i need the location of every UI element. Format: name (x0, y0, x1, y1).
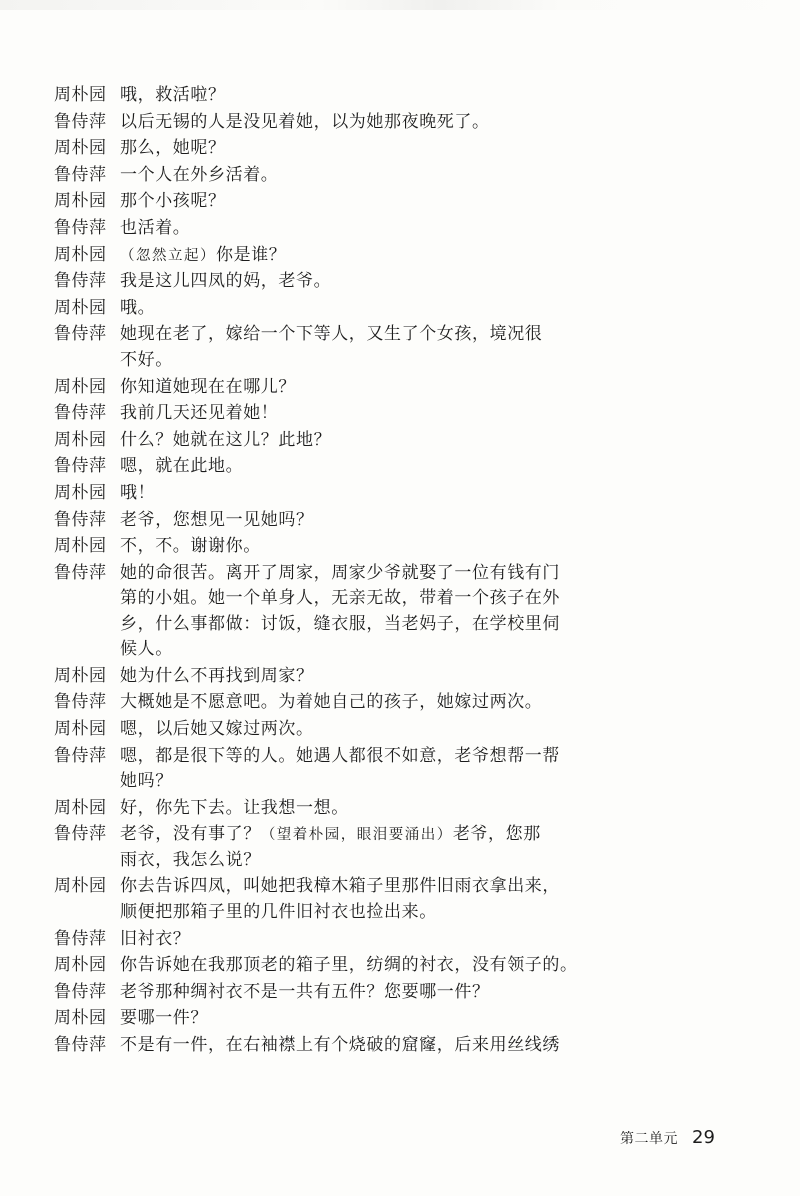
spoken-text: 她吗？ (120, 771, 173, 792)
dialogue-line (0, 162, 800, 189)
spoken-text: 一个人在外乡活着。 (120, 164, 279, 185)
page-footer (620, 1127, 715, 1148)
dialogue-line (0, 295, 800, 322)
dialogue-text (120, 321, 560, 348)
dialogue-line (0, 689, 800, 716)
speaker-name: 鲁侍萍 (54, 164, 107, 185)
dialogue-text (120, 268, 560, 295)
dialogue-line (0, 188, 800, 215)
dialogue-text (120, 585, 560, 612)
speaker-name: 周朴园 (54, 191, 107, 212)
spoken-text: 不是有一件，在右袖襟上有个烧破的窟窿，后来用丝线绣 (120, 1034, 560, 1055)
speaker-name: 鲁侍萍 (54, 745, 107, 766)
speaker-name: 鲁侍萍 (54, 692, 107, 713)
spoken-text: 要哪一件？ (120, 1008, 208, 1029)
dialogue-line (0, 873, 800, 900)
dialogue-text (120, 135, 560, 162)
spoken-text: 也活着。 (120, 218, 191, 238)
speaker-name: 周朴园 (54, 482, 107, 503)
spoken-text: 你是谁？ (216, 244, 287, 265)
dialogue-line (0, 215, 800, 242)
spoken-text: 嗯，都是很下等的人。她遇人都很不如意，老爷想帮一帮 (120, 745, 560, 766)
dialogue-line (0, 743, 800, 770)
spoken-text: 不，不。谢谢你。 (120, 536, 261, 557)
speaker-name: 周朴园 (54, 1008, 107, 1029)
dialogue-line (0, 716, 800, 743)
stage-direction: （望着朴园，眼泪要涌出） (260, 827, 453, 844)
spoken-text: 那么，她呢？ (120, 138, 226, 159)
dialogue-line (0, 321, 800, 348)
dialogue-text (120, 952, 578, 979)
dialogue-line (0, 1032, 800, 1059)
dialogue-continuation (0, 611, 800, 638)
dialogue-text (120, 716, 560, 743)
dialogue-line (0, 242, 800, 269)
dialogue-text (120, 873, 560, 900)
page-number: 29 (692, 1127, 715, 1148)
speaker-name: 鲁侍萍 (54, 562, 107, 583)
dialogue-line (0, 560, 800, 587)
dialogue-text (120, 795, 560, 822)
spoken-text: 候人。 (120, 639, 173, 660)
dialogue-line (0, 821, 800, 848)
dialogue-text (120, 507, 560, 534)
dialogue-continuation (0, 347, 800, 374)
spoken-text: 那个小孩呢？ (120, 191, 226, 212)
dialogue-line (0, 1005, 800, 1032)
spoken-text: 顺便把那箱子里的几件旧衬衣也捡出来。 (120, 901, 437, 922)
page-top-edge (0, 0, 800, 10)
speaker-name: 周朴园 (54, 138, 107, 159)
spoken-text: 雨衣，我怎么说？ (120, 849, 261, 870)
dialogue-text (120, 82, 560, 109)
dialogue-line (0, 663, 800, 690)
dialogue-line (0, 952, 800, 979)
spoken-text: 老爷，您那 (452, 824, 541, 845)
speaker-name: 鲁侍萍 (54, 981, 107, 1002)
spoken-text: 老爷，您想见一见她吗？ (120, 509, 314, 530)
dialogue-text (120, 1005, 560, 1032)
spoken-text: 你告诉她在我那顶老的箱子里，纺绸的衬衣，没有领子的。 (120, 955, 578, 976)
spoken-text: 她为什么不再找到周家？ (120, 665, 314, 686)
spoken-text: 第的小姐。她一个单身人，无亲无故，带着一个孩子在外 (120, 588, 560, 609)
dialogue-text (120, 560, 560, 587)
dialogue-text (120, 453, 560, 480)
spoken-text: 大概她是不愿意吧。为着她自己的孩子，她嫁过两次。 (120, 692, 543, 713)
spoken-text: 哦。 (120, 297, 156, 318)
spoken-text: 她的命很苦。离开了周家，周家少爷就娶了一位有钱有门 (120, 562, 560, 583)
dialogue-text (120, 533, 560, 560)
spoken-text: 哦！ (120, 482, 156, 503)
dialogue-line (0, 427, 800, 454)
dialogue-line (0, 480, 800, 507)
speaker-name: 鲁侍萍 (54, 928, 107, 949)
unit-label: 第二单元 (620, 1131, 678, 1147)
dialogue-text (120, 215, 560, 242)
speaker-name: 周朴园 (54, 719, 107, 739)
dialogue-text (120, 400, 560, 427)
spoken-text: 我是这儿四凤的妈，老爷。 (120, 271, 332, 292)
dialogue-text (120, 636, 560, 663)
spoken-text: 我前几天还见着她！ (120, 403, 279, 424)
speaker-name: 鲁侍萍 (54, 824, 107, 845)
dialogue-line (0, 268, 800, 295)
dialogue-text (120, 821, 560, 849)
dialogue-continuation (0, 636, 800, 663)
dialogue-text (120, 347, 560, 374)
dialogue-line (0, 135, 800, 162)
speaker-name: 周朴园 (54, 376, 107, 397)
dialogue-line (0, 507, 800, 534)
dialogue-line (0, 979, 800, 1006)
speaker-name: 周朴园 (54, 85, 107, 105)
speaker-name: 周朴园 (54, 955, 107, 976)
dialogue-text (120, 663, 560, 690)
dialogue-line (0, 926, 800, 953)
dialogue-text (120, 768, 560, 795)
spoken-text: 不好。 (120, 349, 173, 370)
speaker-name: 鲁侍萍 (54, 509, 107, 530)
spoken-text: 什么？她就在这儿？此地？ (120, 429, 332, 450)
dialogue-text (120, 242, 560, 270)
speaker-name: 鲁侍萍 (54, 403, 107, 424)
dialogue-line (0, 374, 800, 401)
dialogue-continuation (0, 768, 800, 795)
dialogue-line (0, 400, 800, 427)
dialogue-text (120, 926, 560, 953)
speaker-name: 周朴园 (54, 876, 107, 897)
speaker-name: 鲁侍萍 (54, 111, 107, 132)
dialogue-text (120, 899, 560, 926)
dialogue-text (120, 743, 560, 770)
spoken-text: 旧衬衣？ (120, 928, 191, 949)
speaker-name: 鲁侍萍 (54, 324, 107, 345)
speaker-name: 鲁侍萍 (54, 1034, 107, 1055)
dialogue-line (0, 795, 800, 822)
dialogue-text (120, 109, 560, 136)
spoken-text: 以后无锡的人是没见着她，以为她那夜晚死了。 (120, 111, 490, 132)
spoken-text: 嗯，就在此地。 (120, 456, 244, 477)
speaker-name: 鲁侍萍 (54, 218, 107, 238)
dialogue-line (0, 453, 800, 480)
speaker-name: 周朴园 (54, 665, 107, 686)
speaker-name: 周朴园 (54, 429, 107, 450)
speaker-name: 鲁侍萍 (54, 271, 107, 292)
dialogue-line (0, 109, 800, 136)
dialogue-text (120, 847, 560, 874)
dialogue-text (120, 1032, 560, 1059)
stage-direction: （忽然立起） (120, 247, 216, 264)
dialogue-text (120, 689, 560, 716)
dialogue-line (0, 82, 800, 109)
dialogue-text (120, 374, 560, 401)
spoken-text: 哦，救活啦？ (120, 85, 226, 105)
speaker-name: 鲁侍萍 (54, 456, 107, 477)
spoken-text: 她现在老了，嫁给一个下等人，又生了个女孩，境况很 (120, 324, 543, 345)
speaker-name: 周朴园 (54, 244, 107, 265)
spoken-text: 老爷，没有事了？ (120, 824, 261, 845)
dialogue-continuation (0, 899, 800, 926)
spoken-text: 你去告诉四凤，叫她把我樟木箱子里那件旧雨衣拿出来， (120, 876, 560, 897)
dialogue-text (120, 480, 560, 507)
dialogue-line (0, 533, 800, 560)
dialogue-text (120, 162, 560, 189)
dialogue-text (120, 979, 560, 1006)
dialogue-continuation (0, 847, 800, 874)
dialogue-text (120, 188, 560, 215)
dialogue-text (120, 295, 560, 322)
spoken-text: 好，你先下去。让我想一想。 (120, 797, 349, 818)
spoken-text: 老爷那种绸衬衣不是一共有五件？您要哪一件？ (120, 981, 490, 1002)
spoken-text: 你知道她现在在哪儿？ (120, 376, 296, 397)
speaker-name: 周朴园 (54, 297, 107, 318)
dialogue-text (120, 611, 560, 638)
dialogue-text (120, 427, 560, 454)
speaker-name: 周朴园 (54, 536, 107, 557)
spoken-text: 嗯，以后她又嫁过两次。 (120, 719, 314, 739)
spoken-text: 乡，什么事都做：讨饭，缝衣服，当老妈子，在学校里伺 (120, 613, 560, 634)
speaker-name: 周朴园 (54, 797, 107, 818)
dialogue-continuation (0, 585, 800, 612)
